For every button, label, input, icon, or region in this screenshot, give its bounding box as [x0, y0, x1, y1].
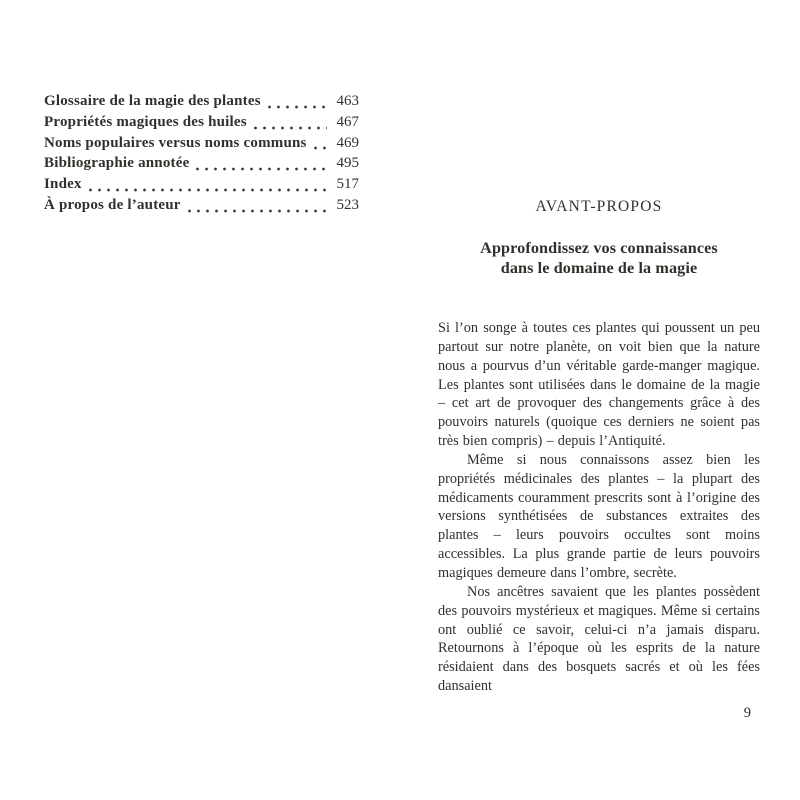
body-paragraph: Nos ancêtres savaient que les plantes possèdent des pouvoirs mystérieux et magiques. Même si certains ont oublié ce savoir, celui-ci n’a jamais disparu. Retournons à l’époque où les esprits de la nature résidaient dans des bosquets sacrés et où les fées dansaient: [438, 583, 760, 695]
body-text: [438, 319, 760, 696]
chapter-kicker: AVANT-PROPOS: [535, 198, 663, 215]
toc-entry-page: 517: [336, 176, 359, 193]
page-number: 9: [743, 704, 751, 721]
body-paragraph: Si l’on songe à toutes ces plantes qui poussent un peu partout sur notre planète, on voit bien que la nature nous a pourvus d’un véritable garde-manger magique. Les plantes sont utilisées dans le domaine de la magie – cet art de provoquer des changements grâce à des pouvoirs naturels (quoique ces derniers ne soient pas très bien compris) – depuis l’Antiquité.: [438, 320, 760, 450]
toc-entry-title: Propriétés magiques des huiles: [44, 113, 247, 130]
dot-leader: [254, 126, 327, 130]
toc-entry-title: Glossaire de la magie des plantes: [44, 93, 261, 109]
dot-leader: [196, 167, 327, 171]
dot-leader: [268, 105, 327, 109]
toc-entry-title: À propos de l’auteur: [44, 196, 181, 213]
content-page: [438, 198, 760, 722]
toc-entry: [44, 174, 359, 195]
toc-entry: [44, 133, 359, 154]
toc-entry-page: 467: [336, 113, 359, 130]
toc-entry: [44, 112, 359, 133]
toc-entry: [44, 153, 359, 174]
toc-entry-page: 495: [336, 155, 359, 172]
toc-entry-title: Bibliographie annotée: [44, 155, 190, 172]
toc-entry-title: Index: [44, 176, 82, 193]
section-title-line2: dans le domaine de la magie: [500, 258, 698, 277]
dot-leader: [188, 209, 327, 213]
dot-leader: [89, 188, 327, 192]
section-title-line1: Approfondissez vos connaissances: [480, 239, 718, 257]
body-paragraph: Même si nous connaissons assez bien les propriétés médicinales des plantes – la plupart des médicaments couramment prescrits sont à l’origine des versions synthétisées de substances extraites des plantes – leurs pouvoirs occultes sont moins accessibles. La plus grande partie de leurs pouvoirs magiques demeure dans l’ombre, secrète.: [438, 451, 760, 581]
toc-entry-page: 463: [336, 93, 359, 109]
section-title: [438, 239, 760, 278]
dot-leader: [314, 146, 327, 150]
toc-entry-page: 523: [336, 196, 359, 213]
toc-entry-page: 469: [336, 134, 359, 151]
toc-entry: [44, 195, 359, 216]
toc-page: [44, 91, 359, 216]
toc-entry: [44, 91, 359, 112]
toc-entry-title: Noms populaires versus noms communs: [44, 134, 307, 151]
